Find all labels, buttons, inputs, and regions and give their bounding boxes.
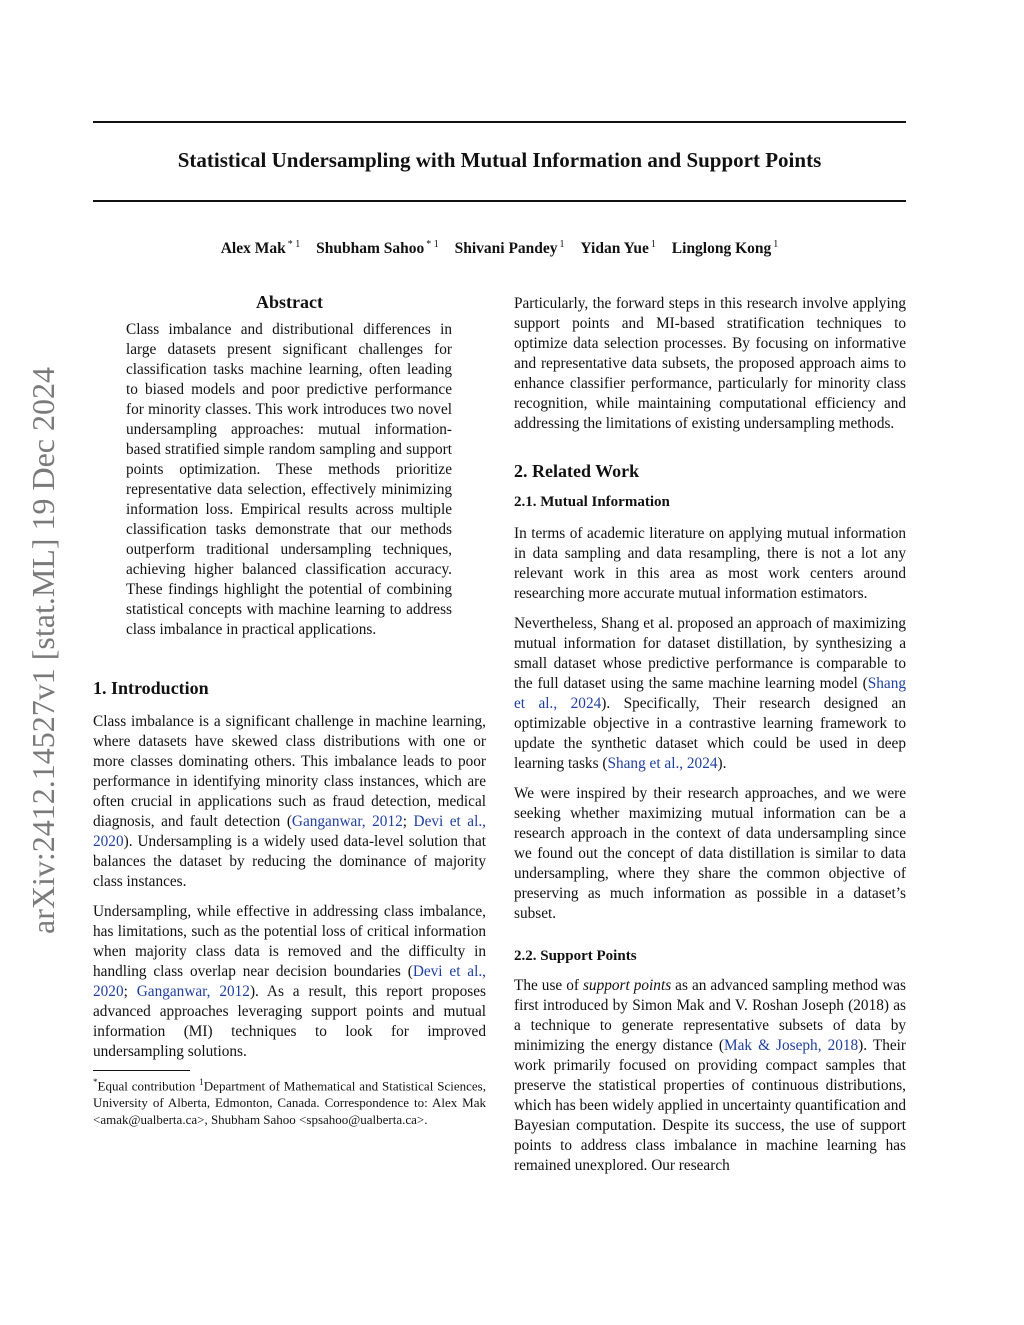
abstract-heading: Abstract [256, 292, 323, 312]
author: Shubham Sahoo $^{* 1}$ [316, 239, 439, 258]
abstract-text: Class imbalance and distributional differences in large datasets present significant challenges for classification tasks machine learning, often leading to biased models and poor predictive performance for minority classes. This work introduces two novel undersampling approaches: mutual information-based stratified simple random sampling and support points optimization. These methods prioritize representative data selection, effectively minimizing information loss. Empirical results across multiple classification tasks demonstrate that our methods outperform traditional undersampling techniques, achieving higher balanced classification accuracy. These findings highlight the potential of combining statistical concepts with machine learning to address class imbalance in practical applications. [126, 321, 452, 638]
mutual-information-paragraph: Nevertheless, Shang et al. proposed an approach of maximizing mutual information for dataset distillation, by synthesizing a small dataset whose predictive performance is comparable to the full dataset using the same machine learning model (Shang et al., 2024). Specifically, Their research designed an optimizable objective in a contrastive learning framework to update the synthetic dataset which could be used in deep learning tasks (Shang et al., 2024). [514, 615, 906, 772]
author: Alex Mak $^{* 1}$ [220, 239, 301, 258]
left-column [93, 290, 486, 1128]
citation-link[interactable]: Ganganwar, 2012 [136, 983, 250, 1000]
intro-paragraph: Undersampling, while effective in addressing class imbalance, has limitations, such as the potential loss of critical information when majority class data is removed and the difficulty in handling class overlap near decision boundaries (Devi et al., 2020; Ganganwar, 2012). As a result, this report proposes advanced approaches leveraging support points and mutual information (MI) techniques to look for improved undersampling solutions. [93, 903, 486, 1060]
title-rule-top [93, 121, 906, 123]
citation-link[interactable]: Ganganwar, 2012 [291, 813, 403, 830]
citation-link[interactable]: Shang et al., 2024 [607, 755, 718, 772]
title-rule-bottom [93, 200, 906, 202]
author: Yidan Yue $^1$ [580, 239, 656, 258]
footnote-divider [93, 1070, 190, 1071]
citation-link[interactable]: Devi et al., 2020 [93, 963, 486, 1000]
citation-link[interactable]: Devi et al., 2020 [93, 813, 486, 850]
author-list [93, 234, 906, 260]
intro-paragraph: Class imbalance is a significant challenge in machine learning, where datasets have skewed class distributions with one or more classes dominating others. This imbalance leads to poor performance in identifying minority class instances, which are often crucial in applications such as fraud detection, medical diagnosis, and fault detection (Ganganwar, 2012; Devi et al., 2020). Undersampling is a widely used data-level solution that balances the dataset by reducing the dominance of majority class instances. [93, 713, 486, 890]
arxiv-identifier: arXiv:2412.14527v1 [stat.ML] 19 Dec 2024 [25, 366, 61, 934]
mutual-information-paragraph: We were inspired by their research approaches, and we were seeking whether maximizing mutual information can be a research approach in the context of data undersampling since we found out the concept of data distillation is similar to data undersampling, where they share the common objective of preserving as much information as possible in a dataset’s subset. [514, 785, 906, 922]
footnote: *Equal contribution $^1$Department of Mathematical and Statistical Sciences, University of Alberta, Edmonton, Canada. Correspondence to: Alex Mak <amak@ualberta.ca>, Shubham Sahoo <spsahoo@ualberta.ca>. [93, 1077, 486, 1128]
mutual-information-paragraph: In terms of academic literature on applying mutual information in data sampling and data resampling, there is not a lot any relevant work in this area as most work centers around researching more accurate mutual information estimators. [514, 525, 906, 602]
right-column [514, 294, 906, 1176]
paper-title: Statistical Undersampling with Mutual Information and Support Points [177, 148, 822, 172]
author: Linglong Kong $^1$ [671, 239, 779, 258]
section-heading-related-work: 2. Related Work [514, 461, 640, 481]
citation-link[interactable]: Mak & Joseph, 2018 [724, 1037, 859, 1054]
author: Shivani Pandey $^1$ [454, 239, 565, 258]
intro-continuation-paragraph: Particularly, the forward steps in this research involve applying support points and MI-based stratification techniques to optimize data selection processes. By focusing on informative and representative data subsets, the proposed approach aims to enhance classifier performance, particularly for minority class recognition, while maintaining computational efficiency and addressing the limitations of existing undersampling methods. [514, 295, 906, 432]
support-points-paragraph: The use of support points as an advanced sampling method was first introduced by Simon Mak and V. Roshan Joseph (2018) as a technique to generate representative subsets of data by minimizing the energy distance (Mak & Joseph, 2018). Their work primarily focused on providing compact samples that preserve the statistical properties of continuous distributions, which has been widely applied in uncertainty quantification and Bayesian computation. Despite its success, the use of support points to address class imbalance in machine learning has remained unexplored. Our research [514, 977, 906, 1174]
section-heading-introduction: 1. Introduction [93, 678, 209, 698]
citation-link[interactable]: Shang et al., 2024 [514, 675, 906, 712]
subsection-heading-support-points: 2.2. Support Points [514, 948, 637, 964]
subsection-heading-mutual-information: 2.1. Mutual Information [514, 494, 670, 510]
